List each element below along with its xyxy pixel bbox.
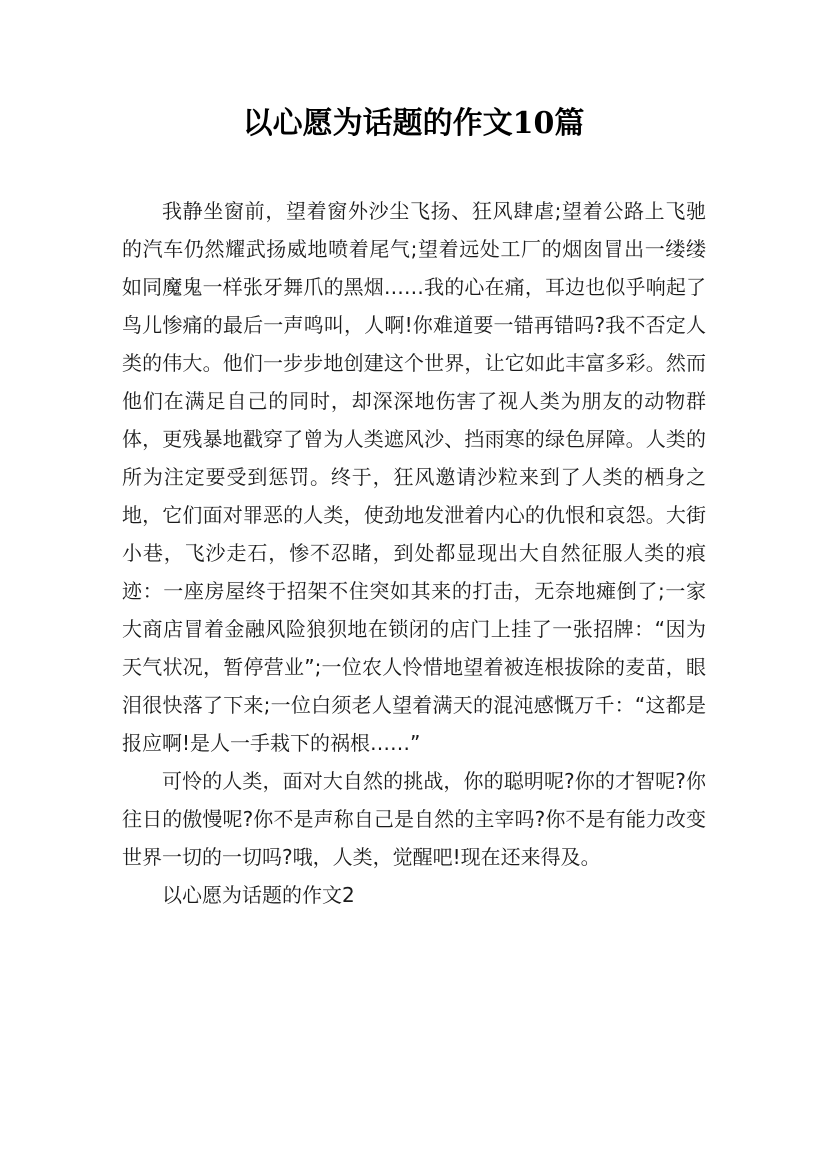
paragraph-2: 可怜的人类，面对大自然的挑战，你的聪明呢?你的才智呢?你往日的傲慢呢?你不是声称自己是自然的主宰吗?你不是有能力改变世界一切的一切吗?哦，人类，觉醒吧!现在还来得及。 [122,769,706,869]
document-body [122,192,706,914]
paragraph-1: 我静坐窗前，望着窗外沙尘飞扬、狂风肆虐;望着公路上飞驰的汽车仍然耀武扬威地喷着尾气;望着远处工厂的烟囱冒出一缕缕如同魔鬼一样张牙舞爪的黑烟……我的心在痛，耳边也似乎响起了鸟儿惨痛的最后一声鸣叫，人啊!你难道要一错再错吗?我不否定人类的伟大。他们一步步地创建这个世界，让它如此丰富多彩。然而他们在满足自己的同时，却深深地伤害了视人类为朋友的动物群体，更残暴地戳穿了曾为人类遮风沙、挡雨寒的绿色屏障。人类的所为注定要受到惩罚。终于，狂风邀请沙粒来到了人类的栖身之地，它们面对罪恶的人类，使劲地发泄着内心的仇恨和哀怨。大街小巷，飞沙走石，惨不忍睹，到处都显现出大自然征服人类的痕迹：一座房屋终于招架不住突如其来的打击，无奈地瘫倒了;一家大商店冒着金融风险狼狈地在锁闭的店门上挂了一张招牌：“因为天气状况，暂停营业”;一位农人怜惜地望着被连根拔除的麦苗，眼泪很快落了下来;一位白须老人望着满天的混沌感慨万千：“这都是报应啊!是人一手栽下的祸根……” [122,199,706,755]
document-title: 以心愿为话题的作文10篇 [242,106,585,141]
section-heading: 以心愿为话题的作文2 [162,883,355,907]
